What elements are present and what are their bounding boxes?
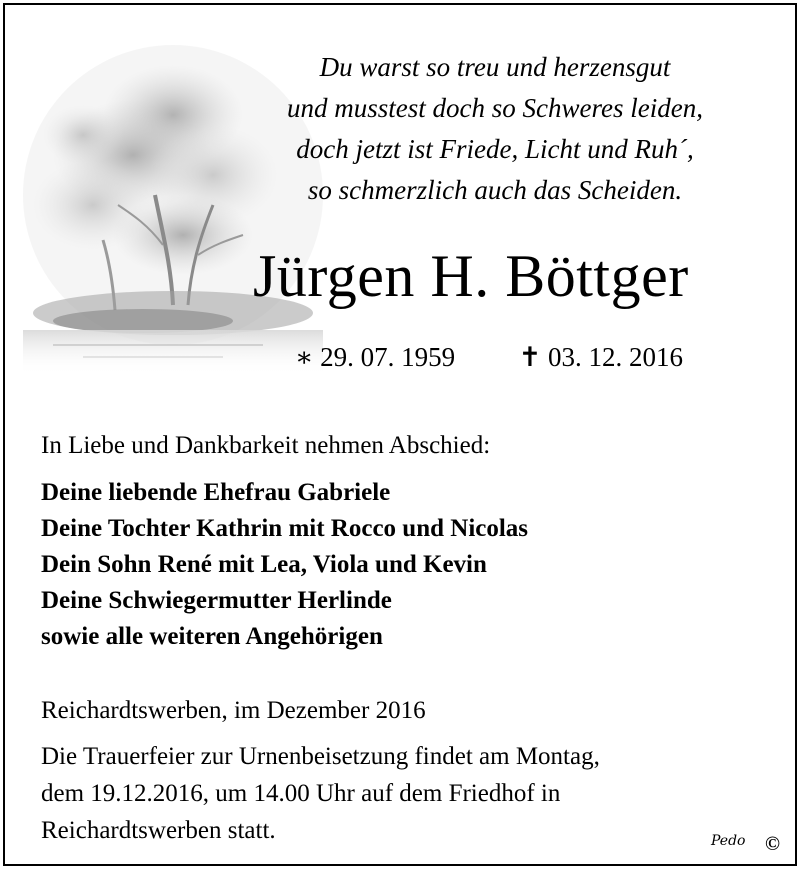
mourners-intro: In Liebe und Dankbarkeit nehmen Abschied:: [41, 432, 491, 459]
birth-date: 29. 07. 1959: [320, 342, 456, 372]
death-date: 03. 12. 2016: [547, 342, 683, 372]
poem-line: so schmerzlich auch das Scheiden.: [307, 175, 683, 205]
place-date: Reichardtswerben, im Dezember 2016: [41, 697, 426, 724]
mourners-list: [41, 475, 528, 655]
death-cross-icon: ✝: [518, 342, 542, 372]
mourner-line: Deine Schwiegermutter Herlinde: [41, 587, 392, 614]
service-line: Reichardtswerben statt.: [41, 817, 276, 844]
designer-signature: Pedo: [711, 833, 746, 849]
life-dates: [295, 339, 683, 375]
mourner-line: Dein Sohn René mit Lea, Viola und Kevin: [41, 551, 487, 578]
obituary-card: [3, 3, 797, 866]
deceased-name: Jürgen H. Böttger: [253, 243, 689, 309]
birth-star-icon: ∗: [295, 342, 314, 372]
service-info: [41, 738, 600, 849]
mourner-line: Deine Tochter Kathrin mit Rocco und Nicolas: [41, 515, 529, 542]
copyright-icon: ©: [765, 833, 780, 855]
poem-line: und musstest doch so Schweres leiden,: [287, 93, 703, 123]
poem: [255, 47, 735, 211]
mourner-line: Deine liebende Ehefrau Gabriele: [41, 479, 391, 506]
poem-line: Du warst so treu und herzensgut: [319, 52, 671, 82]
mourner-line: sowie alle weiteren Angehörigen: [41, 623, 383, 650]
poem-line: doch jetzt ist Friede, Licht und Ruh´,: [296, 134, 694, 164]
service-line: dem 19.12.2016, um 14.00 Uhr auf dem Friedhof in: [41, 780, 561, 807]
service-line: Die Trauerfeier zur Urnenbeisetzung findet am Montag,: [41, 743, 600, 770]
